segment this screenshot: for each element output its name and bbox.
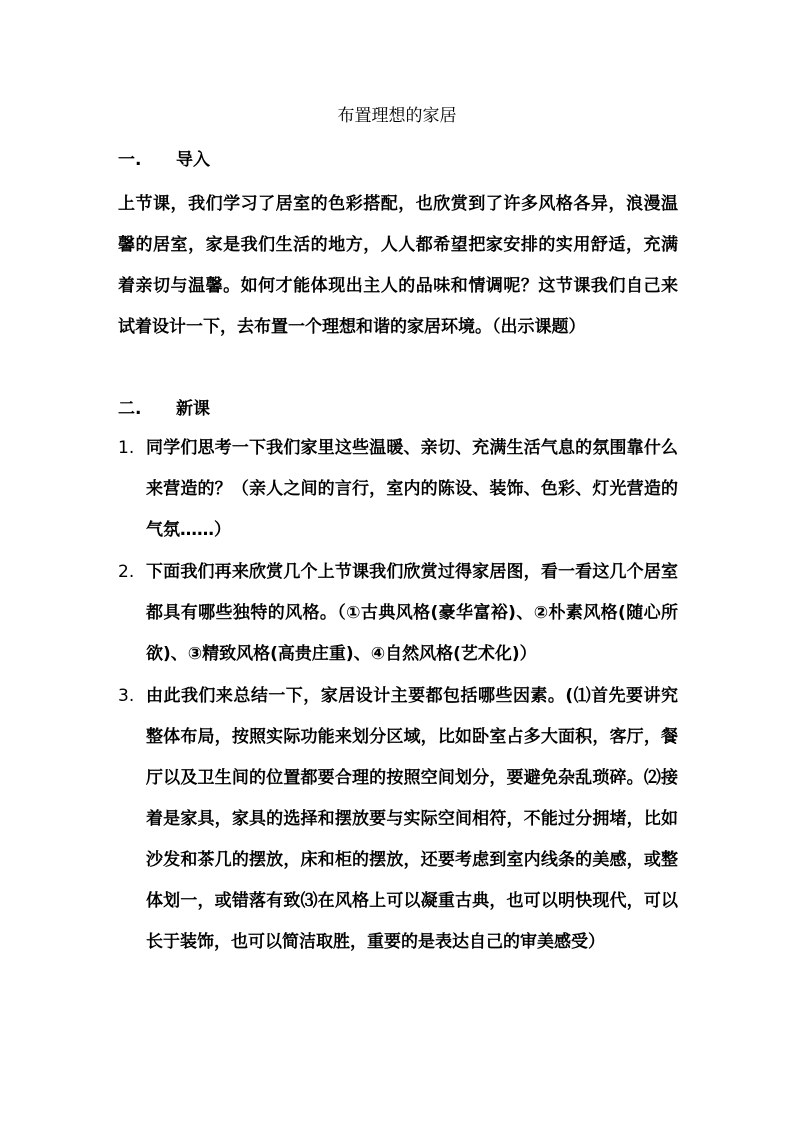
lesson-list <box>118 428 678 964</box>
document-title: 布置理想的家居 <box>337 106 457 126</box>
list-item <box>118 676 678 963</box>
intro-paragraph: 上节课，我们学习了居室的色彩搭配，也欣赏到了许多风格各异，浪漫温馨的居室，家是我们生活的地方，人人都希望把家安排的实用舒适，充满着亲切与温馨。如何才能体现出主人的品味和情调呢？这节课我们自己来试着设计一下，去布置一个理想和谐的家居环境。（出示课题） <box>118 194 678 337</box>
list-item-text: 同学们思考一下我们家里这些温暖、亲切、充满生活气息的氛围靠什么来营造的？（亲人之间的言行，室内的陈设、装饰、色彩、灯光营造的气氛……） <box>146 438 678 540</box>
section-number: 一. <box>118 150 142 170</box>
section-heading-intro <box>118 147 210 173</box>
section-number: 二. <box>118 399 142 419</box>
list-item-text: 下面我们再来欣赏几个上节课我们欣赏过得家居图，看一看这几个居室都具有哪些独特的风格。（①古典风格(豪华富裕)、②朴素风格(随心所欲)、③精致风格(高贵庄重)、④自然风格(艺术化)） <box>146 562 678 664</box>
section-heading-text: 导入 <box>176 150 210 170</box>
list-marker: 1. <box>118 438 135 458</box>
section-heading-text: 新课 <box>176 399 210 419</box>
list-item <box>118 428 678 551</box>
list-item-text: 由此我们来总结一下，家居设计主要都包括哪些因素。(⑴首先要讲究整体布局，按照实际功能来划分区域，比如卧室占多大面积，客厅，餐厅以及卫生间的位置都要合理的按照空间划分，要避免杂乱琐碎。⑵接着是家具，家具的选择和摆放要与实际空间相符，不能过分拥堵，比如沙发和茶几的摆放，床和柜的摆放，还要考虑到室内线条的美感，或整体划一，或错落有致⑶在风格上可以凝重古典，也可以明快现代，可以长于装饰，也可以简洁取胜，重要的是表达自己的审美感受） <box>146 686 678 952</box>
list-marker: 3. <box>118 686 135 706</box>
section-heading-new-lesson <box>118 396 210 422</box>
list-marker: 2. <box>118 562 135 582</box>
list-item <box>118 552 678 675</box>
